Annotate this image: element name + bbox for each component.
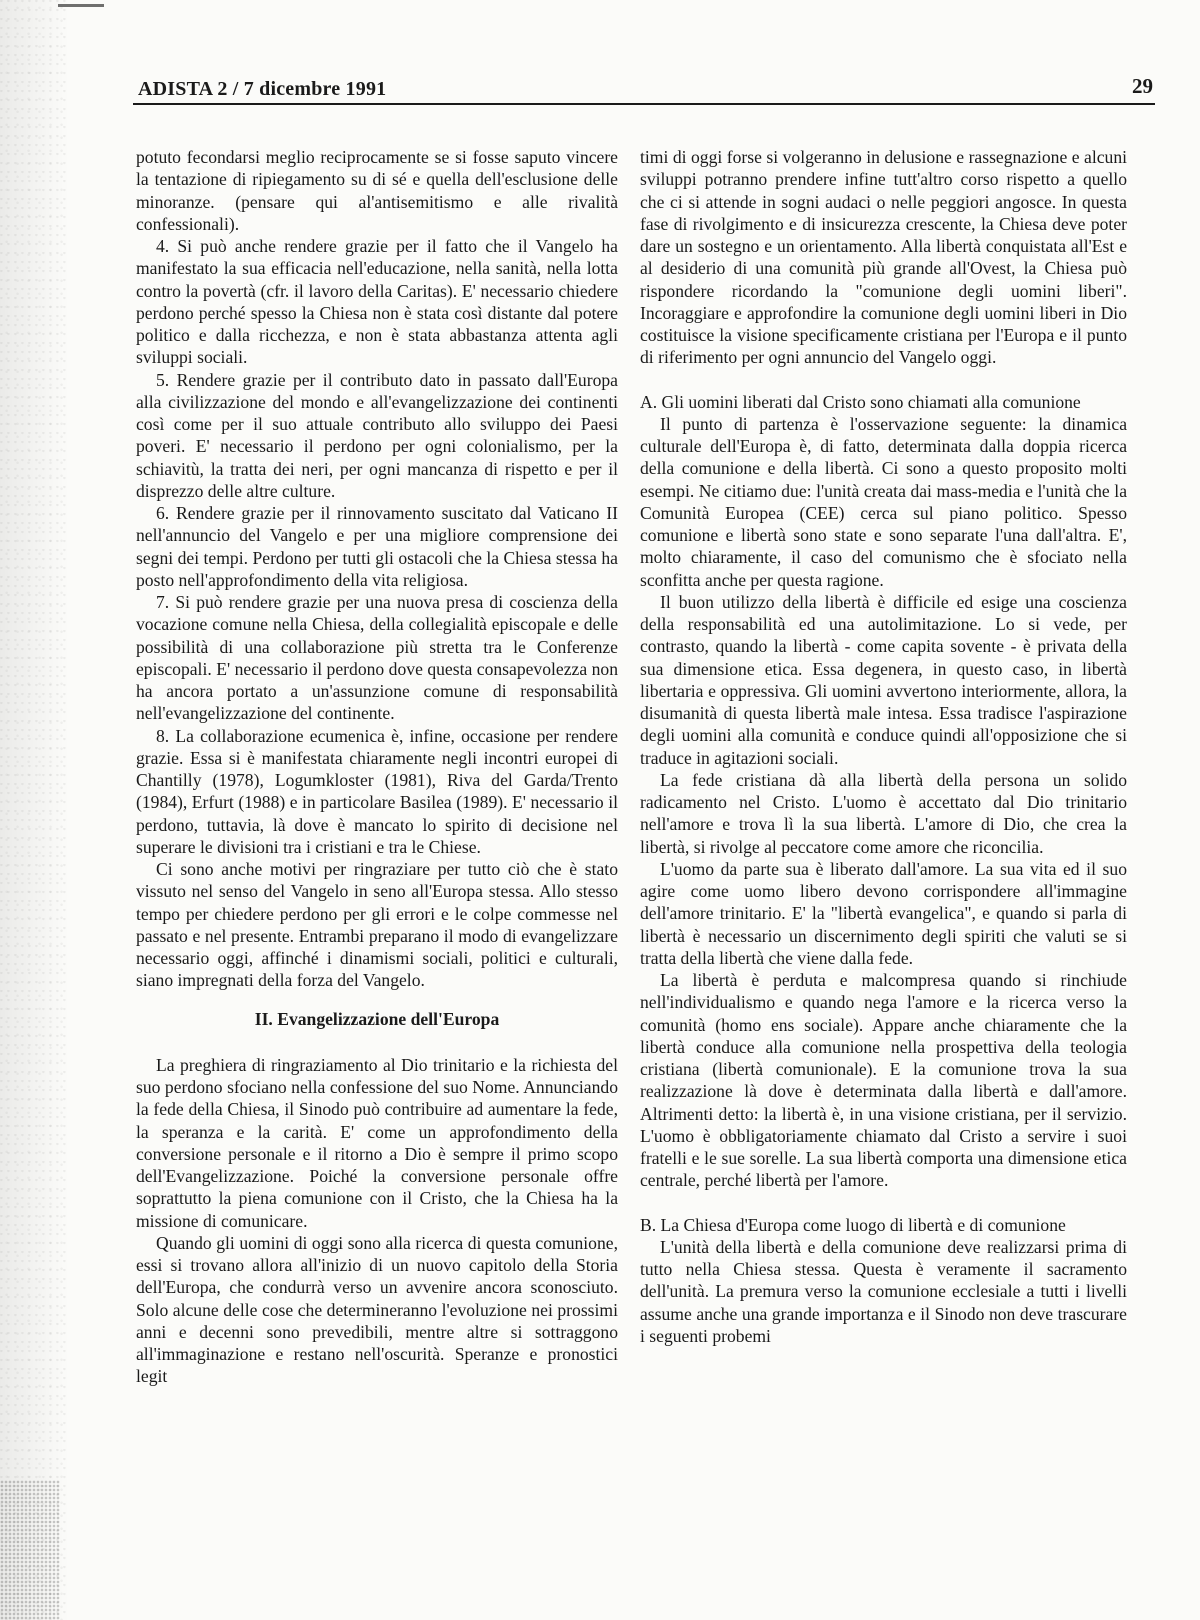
paragraph: L'uomo da parte sua è liberato dall'amore. La sua vita ed il suo agire come uomo libero devono corrispondere all'immagine dell'amore trinitario. E' la "libertà evangelica", e quando si parla di libertà è necessario un discernimento degli spiriti che valuti se si tratta della libertà che viene dalla fede. <box>640 858 1127 968</box>
page-header <box>138 74 1153 106</box>
paragraph: La libertà è perduta e malcompresa quando si rinchiude nell'individualismo e quando nega l'amore e la ricerca verso la comunità (homo ens sociale). Appare anche chiaramente che la libertà conduce alla comunione nella prospettiva della teologia cristiana (libertà comunionale). E la comunione trova la sua realizzazione là dove è determinata dalla libertà e dall'amore. Altrimenti detto: la libertà è, in una visione cristiana, per il servizio. L'uomo è obbligatoriamente chiamato dal Cristo a servire i suoi fratelli e le sue sorelle. La sua libertà comporta una dimensione etica centrale, perché libertà per l'amore. <box>640 970 1127 1191</box>
paragraph: Quando gli uomini di oggi sono alla ricerca di questa comunione, essi si trovano allora all'inizio di un nuovo capitolo della Storia dell'Europa, che condurrà verso un avvenire ancora sconosciuto. Solo alcune delle cose che determineranno l'evoluzione nei prossimi anni e decenni sono prevedibili, mentre altre si sottraggono all'immaginazione e restano nell'oscurità. Speranze e pronostici legit <box>136 1232 618 1387</box>
publication-title: ADISTA 2 / 7 dicembre 1991 <box>138 78 387 100</box>
subheading-a: A. Gli uomini liberati dal Cristo sono chiamati alla comunione <box>640 391 1081 412</box>
paragraph: Il punto di partenza è l'osservazione seguente: la dinamica culturale dell'Europa è, di fatto, determinata dalla doppia ricerca della comunione e della libertà. Ci sono a questo proposito molti esempi. Ne citiamo due: l'unità creata dai mass-media e l'unità che la Comunità Europea (CEE) cerca sul piano politico. Spesso comunione e libertà sono state e sono separate l'una dall'altra. E', molto chiaramente, il caso del comunismo che è sfociato nella sconfitta anche per questa ragione. <box>640 413 1127 590</box>
paragraph: timi di oggi forse si volgeranno in delusione e rassegnazione e alcuni sviluppi potranno prendere infine tutt'altro corso rispetto a quello che ci si attende in sogni audaci o nelle peggiori angosce. In questa fase di rivolgimento e di insicurezza crescente, la Chiesa deve poter dare un sostegno e un orientamento. Alla libertà conquistata all'Est e al desiderio di una comunità più grande all'Ovest, la Chiesa può rispondere ricordando la "comunione degli uomini liberi". Incoraggiare e approfondire la comunione degli uomini liberi in Dio costituisce la visione specificamente cristiana per l'Europa e il punto di riferimento per ogni annuncio del Vangelo oggi. <box>640 147 1127 368</box>
paragraph: La preghiera di ringraziamento al Dio trinitario e la richiesta del suo perdono sfociano nella confessione del suo Nome. Annunciando la fede della Chiesa, il Sinodo può contribuire ad aumentare la fede, la speranza e la carità. E' come un approfondimento della conversione personale e il ritorno a Dio è sempre il primo scopo dell'Evangelizzazione. Poiché la conversione personale offre soprattutto la piena comunione con il Cristo, che la Chiesa ha la missione di comunicare. <box>136 1054 618 1231</box>
paragraph: L'unità della libertà e della comunione deve realizzarsi prima di tutto nella Chiesa stessa. Questa è veramente il sacramento dell'unità. La premura verso la comunione ecclesiale a tutti i livelli assume anche una grande importanza e il Sinodo non deve trascurare i seguenti probemi <box>640 1236 1127 1346</box>
subheading-b: B. La Chiesa d'Europa come luogo di libertà e di comunione <box>640 1214 1066 1235</box>
paragraph: potuto fecondarsi meglio reciprocamente se si fosse saputo vincere la tentazione di ripiegamento su di sé e quella dell'esclusione delle minoranze. (pensare qui al'antisemitismo e alle rivalità confessionali). <box>136 147 618 234</box>
paragraph: Il buon utilizzo della libertà è difficile ed esige una coscienza della responsabilità ed una autolimitazione. Lo si vede, per contrasto, quando la libertà - come capita sovente - è privata della sua dimensione etica. Essa degenera, in questo caso, in libertà libertaria e oppressiva. Gli uomini avvertono interiormente, allora, la disumanità di questa libertà male intesa. Essa tradisce l'aspirazione degli uomini alla comunità e conduce quindi all'opposizione che si traduce in agitazioni sociali. <box>640 591 1127 768</box>
page-number: 29 <box>1132 74 1153 98</box>
header-rule <box>133 103 1155 105</box>
paragraph: La fede cristiana dà alla libertà della persona un solido radicamento nel Cristo. L'uomo è accettato dal Dio trinitario nell'amore e trova lì la sua libertà. L'amore di Dio, che crea la libertà, si rivolge al peccatore come amore che riconcilia. <box>640 769 1127 857</box>
scan-mark <box>58 4 104 13</box>
paragraph: 6. Rendere grazie per il rinnovamento suscitato dal Vaticano II nell'annuncio del Vangelo e per una migliore comprensione dei segni dei tempi. Perdono per tutti gli ostacoli che la Chiesa stessa ha posto nell'approfondimento della vita religiosa. <box>136 503 618 590</box>
left-column <box>136 146 618 1388</box>
scan-noise <box>0 1480 60 1620</box>
scan-edge-shadow <box>0 0 70 1620</box>
paragraph: Ci sono anche motivi per ringraziare per tutto ciò che è stato vissuto nel senso del Vangelo in seno all'Europa stessa. Allo stesso tempo per chiedere perdono per gli errori e le colpe commesse nel passato e nel presente. Entrambi preparano il modo di evangelizzare necessario oggi, affinché i dinamismi sociali, politici e culturali, siano impregnati della forza del Vangelo. <box>136 859 618 991</box>
section-heading: II. Evangelizzazione dell'Europa <box>254 1008 500 1029</box>
right-column <box>640 146 1127 1347</box>
paragraph: 7. Si può rendere grazie per una nuova presa di coscienza della vocazione comune nella Chiesa, della collegialità episcopale e delle possibilità di una collaborazione più stretta tra le Conferenze episcopali. E' necessario il perdono dove questa consapevolezza non ha ancora portato a un'assunzione comune di responsabilità nell'evangelizzazione del continente. <box>136 592 618 724</box>
paragraph: 8. La collaborazione ecumenica è, infine, occasione per rendere grazie. Essa si è manifestata chiaramente negli incontri europei di Chantilly (1978), Logumkloster (1981), Riva del Garda/Trento (1984), Erfurt (1988) e in particolare Basilea (1989). E' necessario il perdono, tuttavia, là dove è mancato lo spirito di decisione nel superare le divisioni tra i cristiani e tra le Chiese. <box>136 725 618 857</box>
paragraph: 4. Si può anche rendere grazie per il fatto che il Vangelo ha manifestato la sua efficacia nell'educazione, nella sanità, nella lotta contro la povertà (cfr. il lavoro della Caritas). E' necessario chiedere perdono perché spesso la Chiesa non è stata così distante dal potere politico e dalla ricchezza, e non è stata abbastanza attenta agli sviluppi sociali. <box>136 236 618 368</box>
paragraph: 5. Rendere grazie per il contributo dato in passato dall'Europa alla civilizzazione del mondo e all'evangelizzazione dei continenti così come per il suo attuale contributo allo sviluppo dei Paesi poveri. E' necessario il perdono per ogni colonialismo, per la schiavitù, la tratta dei neri, per ogni mancanza di rispetto e per il disprezzo delle altre culture. <box>136 369 618 501</box>
